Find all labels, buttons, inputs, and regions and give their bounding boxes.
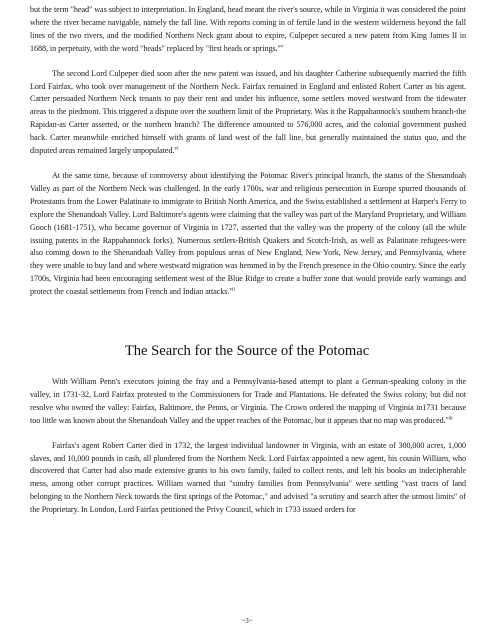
page-number-value: 3 <box>245 617 249 625</box>
paragraph-4-text: With William Penn's executors joining the fray and a Pennsylvania-based attempt to plant a German-speaking colony in the valley, in 1731-32, Lord Fairfax protested to the Commissioners for Trade and Plantations. He defeated the Swiss colony, but did not resolve who owned the valley: Fairfax, Baltimore, the Penns, or Virginia. The Crown ordered the mapping of Virginia in1731 because too little was known about the Shenandoah Valley and the upper reaches of the Potomac, but it appears that no map was produced. <box>30 377 466 425</box>
section-heading: The Search for the Source of the Potomac <box>124 343 370 359</box>
paragraph-1 <box>30 4 466 56</box>
paragraph-3 <box>30 170 466 299</box>
paragraph-5-text: Fairfax's agent Robert Carter died in 1732, the largest individual landowner in Virginia, with an estate of 300,000 acres, 1,000 slaves, and 10,000 pounds in cash, all plundered from the Northern Neck. Lord Fairfax appointed a new agent, his cousin William, who discovered that Carter had also made extensive grants to his own family, failed to collect rents, and left his books an indecipherable mess, among other corrupt practices. William warned that "sundry families from Pennsylvania" were settling "vast tracts of land belonging to the Northern Neck towards the first springs of the Potomac," and advised "a scrutiny and search after the utmost limits" of the Proprietary. In London, Lord Fairfax petitioned the Privy Council, which in 1733 issued orders for <box>30 440 466 515</box>
paragraph-2-text: The second Lord Culpeper died soon after the new patent was issued, and his daughter Catherine subsequently married the fifth Lord Fairfax, who took over management of the Northern Neck. Fairfax remained in England and enlisted Robert Carter as his agent. Carter persuaded Northern Neck tenants to pay their rent and under his influence, some settlers moved westward from the tidewater areas to the piedmont. This triggered a dispute over the southern limit of the Proprietary. Was it the Rappahannock's southern branch-the Rapidan-as Carter asserted, or the northern branch? The difference amounted to 576,000 acres, and the colonial government pushed back. Carter meanwhile enriched himself with grants of land west of the fall line, but generally maintained the status quo, and the disputed areas remained largely unpopulated. <box>30 68 466 156</box>
page-number-ornament-right: ~ <box>248 617 253 625</box>
page-number <box>0 617 494 625</box>
page-number-ornament-left: ~ <box>241 617 246 625</box>
paragraph-3-text: At the same time, because of controversy about identifying the Potomac River's principal branch, the status of the Shenandoah Valley as part of the Northern Neck was challenged. In the early 1700s, war and religious persecution in Europe spurred thousands of Protestants from the Lower Palatinate to immigrate to British North America, and the Swiss established a settlement at Harper's Ferry to explore the Shenandoah Valley. Lord Baltimore's agents were claiming that the valley was part of the Maryland Proprietary, and William Gooch (1681-1751), who became governor of Virginia in 1727, asserted that the valley was the property of the colony (all the while issuing patents in the Rappahannock forks). Numerous settlers-British Quakers and Scotch-Irish, as well as Palatinate refugees-were also coming down to the Shenandoah Valley from populous areas of New England, New York, New Jersey, and Pennsylvania, where they were unable to buy land and where westward migration was hemmed in by the French presence in the Ohio country. Since the early 1700s, Virginia had been encouraging settlement west of the Blue Ridge to create a buffer zone that would provide early warnings and protect the coastal settlements from French and Indian attacks. <box>30 170 466 297</box>
endnote-marker-v: v <box>280 43 284 50</box>
endnote-marker-viii: viii <box>445 415 453 422</box>
endnote-marker-vi: vi <box>174 145 179 152</box>
paragraph-5 <box>30 440 466 517</box>
body-text-upper <box>30 4 466 299</box>
paragraph-4 <box>30 376 466 428</box>
body-text-lower <box>30 376 466 517</box>
endnote-marker-vii: vii <box>229 286 236 293</box>
paragraph-2 <box>30 68 466 158</box>
paragraph-1-text: but the term "head" was subject to interpretation. In England, head meant the river's source, while in Virginia it was considered the point where the river became navigable, namely the fall line. With reports coming in of fertile land in the western wilderness beyond the fall lines of the two rivers, and the modified Northern Neck grant about to expire, Culpeper secured a new patent from King James II in 1688, in perpetuity, with the word "heads" replaced by "first heads or springs." <box>30 5 466 53</box>
